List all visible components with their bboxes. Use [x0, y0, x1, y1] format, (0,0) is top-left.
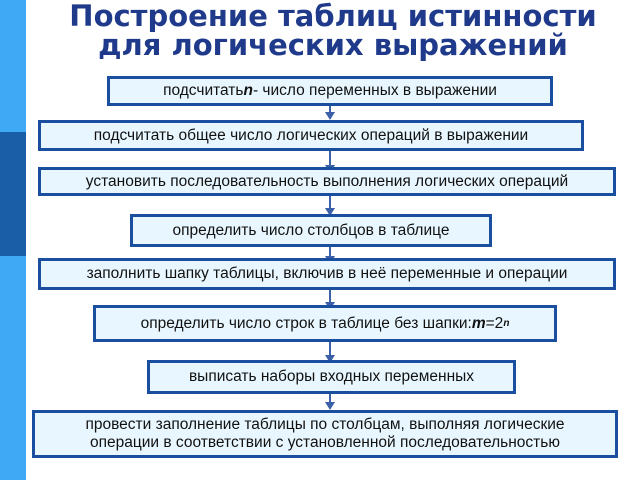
- title-line-1: Построение таблиц истинности: [69, 0, 597, 33]
- step-count-variables: [107, 76, 553, 106]
- step-list-input-sets: [147, 360, 516, 394]
- arrow-7-8: [325, 402, 335, 410]
- step-1-text-after: - число переменных в выражении: [252, 82, 497, 99]
- left-accent-strip-middle: [0, 132, 26, 256]
- step-1-text-before: подсчитать: [163, 82, 244, 99]
- step-7-text: выписать наборы входных переменных: [188, 368, 475, 385]
- left-accent-strip-top: [0, 0, 26, 132]
- step-count-operations: [38, 120, 584, 151]
- step-6-text-before: определить число строк в таблице без шапки:: [140, 314, 472, 332]
- step-6-variable: m: [471, 314, 486, 332]
- step-4-text: определить число столбцов в таблице: [172, 221, 450, 239]
- step-fill-table: [32, 410, 618, 458]
- step-8-line-1: провести заполнение таблицы по столбцам, выполняя логические: [85, 416, 565, 433]
- title-line-2: для логических выражений: [98, 28, 568, 62]
- left-accent-strip-bottom: [0, 256, 26, 480]
- step-6-equation: =2: [485, 314, 504, 332]
- arrow-1-2: [325, 112, 335, 120]
- step-3-text: установить последовательность выполнения логических операций: [85, 172, 569, 190]
- step-fill-header: [38, 258, 616, 290]
- step-order-operations: [38, 167, 616, 196]
- step-2-text: подсчитать общее число логических операций в выражении: [93, 126, 529, 144]
- step-5-text: заполнить шапку таблицы, включив в неё переменные и операции: [86, 265, 568, 282]
- step-1-variable: n: [243, 82, 253, 99]
- step-8-line-2: операции в соответствии с установленной последовательностью: [90, 434, 560, 451]
- slide-title: [26, 2, 640, 60]
- step-count-rows: [93, 305, 557, 342]
- step-6-exponent: n: [503, 317, 510, 329]
- step-count-columns: [130, 214, 492, 247]
